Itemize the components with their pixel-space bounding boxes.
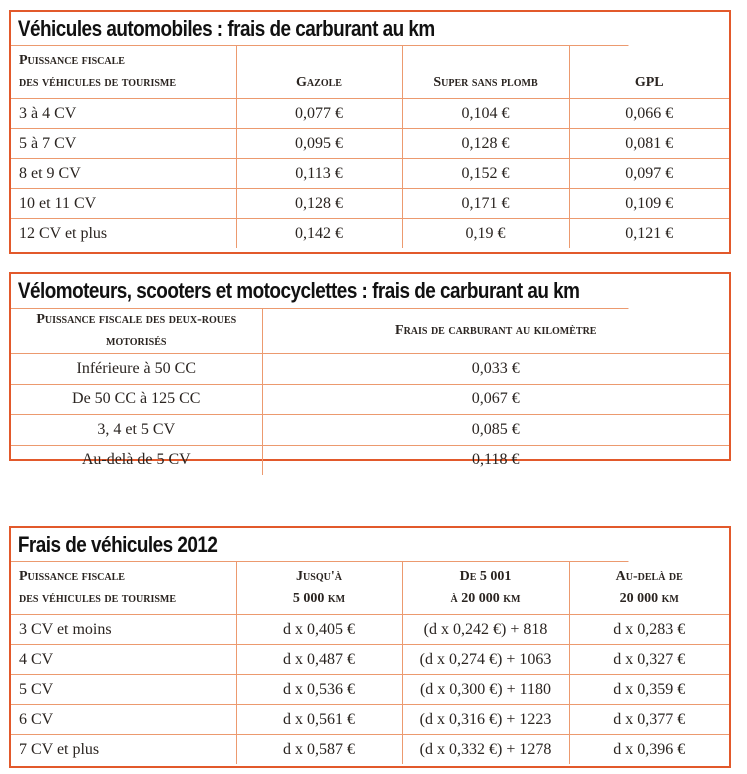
cell-unleaded: 0,152 € [402, 159, 569, 189]
table-row [11, 705, 729, 735]
cell-unleaded: 0,104 € [402, 99, 569, 129]
cell-mid: (d x 0,242 €) + 818 [402, 615, 569, 645]
header-power: Puissance fiscale des véhicules de tourisme [11, 46, 236, 99]
table-row [11, 615, 729, 645]
cell-mid: (d x 0,316 €) + 1223 [402, 705, 569, 735]
cell-power: 5 CV [11, 675, 236, 705]
fuel-cost-two-wheelers-title: Vélomoteurs, scooters et motocyclettes : frais de carburant au km [11, 274, 628, 309]
header-cost: Frais de carburant au kilomètre [262, 309, 729, 354]
header-over-20000: Au-delà de 20 000 km [569, 562, 729, 615]
header-row [11, 562, 729, 615]
cell-up-to: d x 0,536 € [236, 675, 402, 705]
cell-lpg: 0,121 € [569, 219, 729, 249]
cell-mid: (d x 0,300 €) + 1180 [402, 675, 569, 705]
cell-power: 12 CV et plus [11, 219, 236, 249]
header-row [11, 309, 729, 354]
vehicle-costs-2012-grid [11, 562, 729, 764]
fuel-cost-two-wheelers-grid [11, 309, 729, 475]
table-row [11, 735, 729, 765]
header-unleaded: Super sans plomb [402, 46, 569, 99]
fuel-cost-cars-grid [11, 46, 729, 248]
vehicle-costs-2012-title: Frais de véhicules 2012 [11, 528, 628, 562]
cell-power: 3 CV et moins [11, 615, 236, 645]
table-row [11, 159, 729, 189]
table-row [11, 675, 729, 705]
cell-over: d x 0,359 € [569, 675, 729, 705]
cell-over: d x 0,283 € [569, 615, 729, 645]
cell-power: Au-delà de 5 CV [11, 445, 262, 475]
cell-power: 10 et 11 CV [11, 189, 236, 219]
header-row [11, 46, 729, 99]
table-row [11, 645, 729, 675]
header-up-to-5000: Jusqu'à 5 000 km [236, 562, 402, 615]
table-row [11, 99, 729, 129]
cell-power: 3, 4 et 5 CV [11, 415, 262, 446]
cell-power: 7 CV et plus [11, 735, 236, 765]
fuel-cost-two-wheelers-table [9, 272, 731, 469]
table-row [11, 354, 729, 385]
cell-over: d x 0,327 € [569, 645, 729, 675]
cell-lpg: 0,066 € [569, 99, 729, 129]
cell-over: d x 0,377 € [569, 705, 729, 735]
cell-lpg: 0,081 € [569, 129, 729, 159]
table-row [11, 415, 729, 446]
cell-cost: 0,033 € [262, 354, 729, 385]
cell-power: 3 à 4 CV [11, 99, 236, 129]
cell-diesel: 0,077 € [236, 99, 402, 129]
header-power: Puissance fiscale des deux-roues motorisés [11, 309, 262, 354]
header-5001-to-20000: De 5 001 à 20 000 km [402, 562, 569, 615]
cell-lpg: 0,109 € [569, 189, 729, 219]
cell-cost: 0,118 € [262, 445, 729, 475]
cell-unleaded: 0,128 € [402, 129, 569, 159]
cell-diesel: 0,113 € [236, 159, 402, 189]
cell-mid: (d x 0,332 €) + 1278 [402, 735, 569, 765]
cell-diesel: 0,128 € [236, 189, 402, 219]
cell-power: De 50 CC à 125 CC [11, 384, 262, 415]
cell-power: 4 CV [11, 645, 236, 675]
cell-diesel: 0,142 € [236, 219, 402, 249]
cell-power: 8 et 9 CV [11, 159, 236, 189]
cell-over: d x 0,396 € [569, 735, 729, 765]
cell-lpg: 0,097 € [569, 159, 729, 189]
cell-power: 6 CV [11, 705, 236, 735]
cell-cost: 0,067 € [262, 384, 729, 415]
header-lpg: GPL [569, 46, 729, 99]
cell-power: Inférieure à 50 CC [11, 354, 262, 385]
header-power: Puissance fiscale des véhicules de tourisme [11, 562, 236, 615]
cell-up-to: d x 0,487 € [236, 645, 402, 675]
table-row [11, 129, 729, 159]
cell-unleaded: 0,171 € [402, 189, 569, 219]
table-row [11, 219, 729, 249]
table-row [11, 384, 729, 415]
cell-up-to: d x 0,561 € [236, 705, 402, 735]
fuel-cost-cars-title: Véhicules automobiles : frais de carburant au km [11, 12, 628, 46]
table-row [11, 189, 729, 219]
cell-up-to: d x 0,587 € [236, 735, 402, 765]
cell-power: 5 à 7 CV [11, 129, 236, 159]
cell-mid: (d x 0,274 €) + 1063 [402, 645, 569, 675]
cell-diesel: 0,095 € [236, 129, 402, 159]
cell-up-to: d x 0,405 € [236, 615, 402, 645]
fuel-cost-cars-table [9, 10, 731, 254]
cell-unleaded: 0,19 € [402, 219, 569, 249]
table-row [11, 445, 729, 475]
vehicle-costs-2012-table [9, 526, 731, 768]
header-diesel: Gazole [236, 46, 402, 99]
cell-cost: 0,085 € [262, 415, 729, 446]
